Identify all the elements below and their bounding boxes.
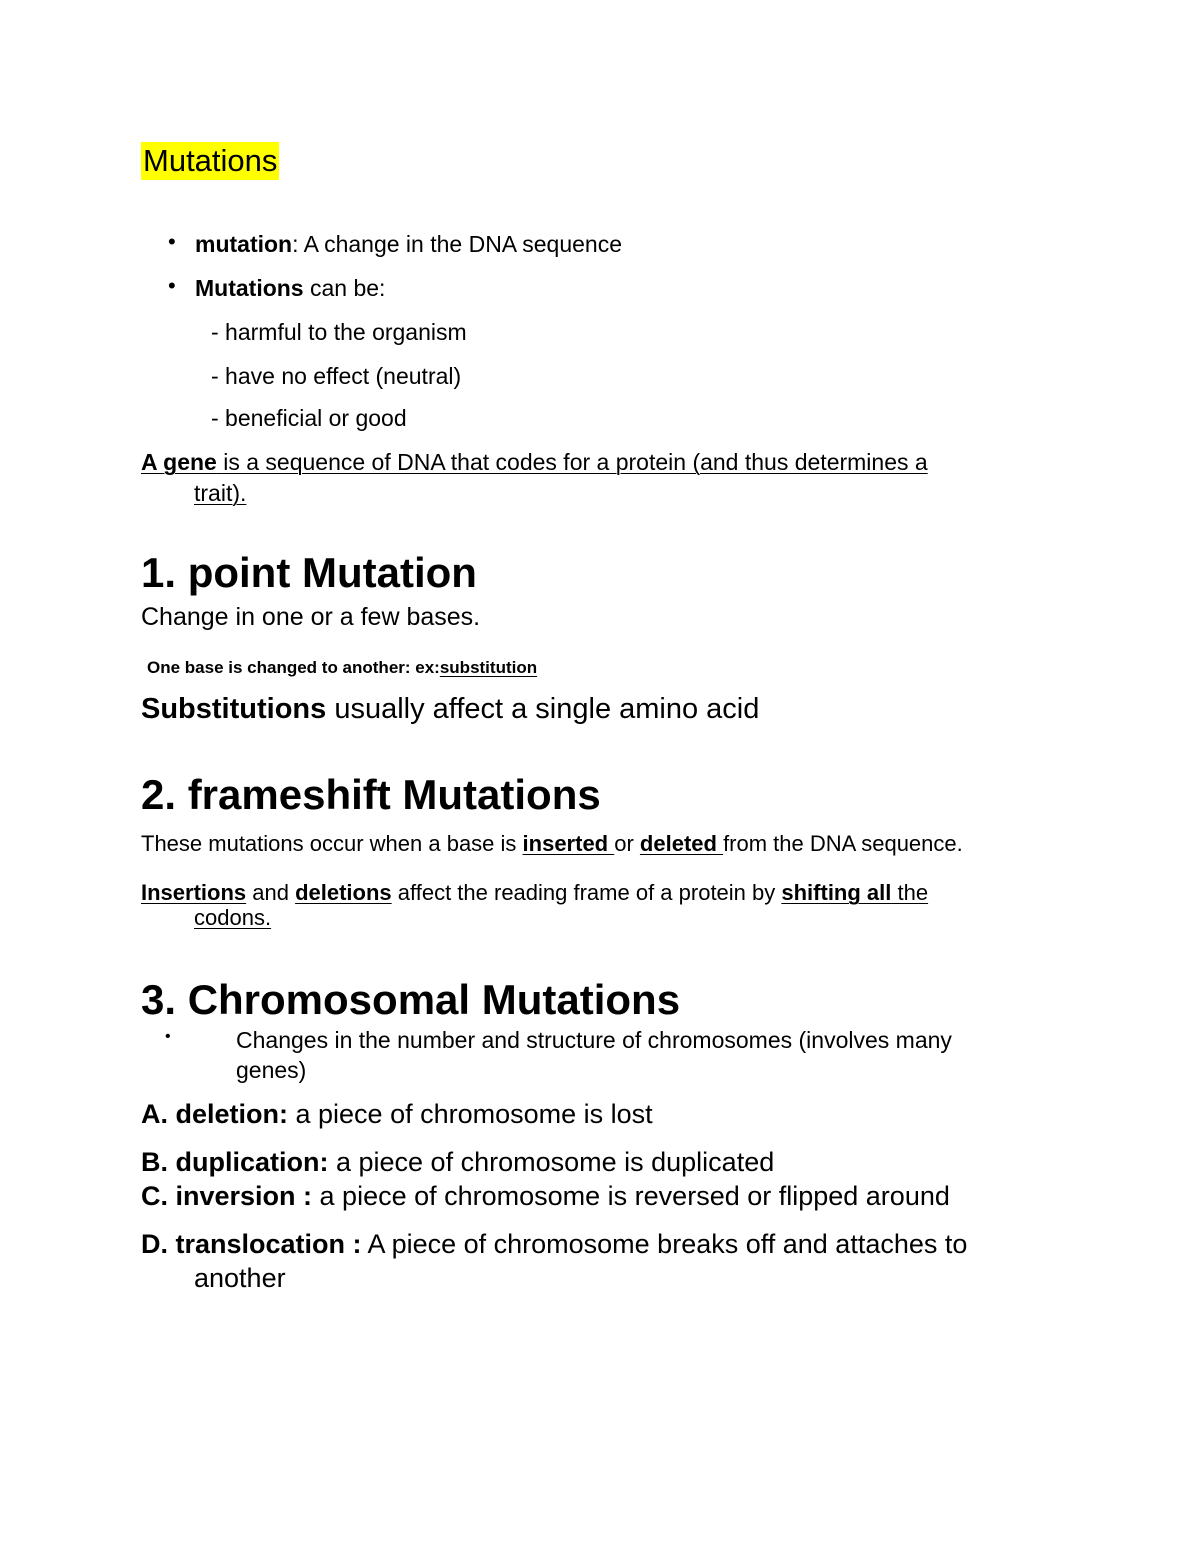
or-text: or xyxy=(614,831,640,856)
label-translocation: D. translocation : xyxy=(141,1229,362,1259)
chromosomal-bullet-line1: Changes in the number and structure of chromosomes (involves many xyxy=(236,1027,952,1053)
term-shifting-all: shifting all xyxy=(781,880,892,905)
frameshift-description xyxy=(141,831,963,857)
sub-item-harmful: - harmful to the organism xyxy=(211,319,467,345)
sub-item-beneficial: - beneficial or good xyxy=(211,405,407,431)
reading-frame-text: affect the reading frame of a protein by xyxy=(391,880,782,905)
term-mutations: Mutations xyxy=(195,275,304,301)
translocation-text: A piece of chromosome breaks off and attaches to xyxy=(361,1229,968,1259)
page-title: Mutations xyxy=(143,143,278,178)
sub-item-neutral: - have no effect (neutral) xyxy=(211,363,462,389)
substitutions-summary xyxy=(141,692,759,726)
term-deleted: deleted xyxy=(639,831,724,856)
term-insertions: Insertions xyxy=(141,880,247,905)
chromosomal-bullet-line2: genes) xyxy=(236,1057,307,1083)
bullet-item-can-be xyxy=(195,273,385,303)
duplication-text: a piece of chromosome is duplicated xyxy=(328,1147,775,1177)
gene-definition-line1 xyxy=(141,447,928,477)
and-text: and xyxy=(246,880,296,905)
term-deletions: deletions xyxy=(295,880,392,905)
insertions-deletions-line1 xyxy=(141,880,928,906)
point-mutation-description: Change in one or a few bases. xyxy=(141,603,481,631)
chromosomal-item-translocation xyxy=(141,1228,967,1260)
definition-text: : A change in the DNA sequence xyxy=(292,231,623,257)
chromosomal-item-deletion xyxy=(141,1098,653,1130)
term-inserted: inserted xyxy=(522,831,615,856)
gene-definition-text: is a sequence of DNA that codes for a protein (and thus determines a xyxy=(216,449,928,475)
term-mutation: mutation xyxy=(195,231,293,257)
the-text: the xyxy=(891,880,929,905)
label-deletion: A. deletion: xyxy=(141,1099,288,1129)
label-inversion: C. inversion : xyxy=(141,1181,313,1211)
frameshift-desc-end: from the DNA sequence. xyxy=(723,831,963,856)
substitutions-text: usually affect a single amino acid xyxy=(326,693,760,725)
inversion-text: a piece of chromosome is reversed or flipped around xyxy=(312,1181,950,1211)
bullet-icon: • xyxy=(168,229,176,254)
gene-definition-line2: trait). xyxy=(194,480,247,506)
section-heading-chromosomal: 3. Chromosomal Mutations xyxy=(141,976,681,1023)
point-mutation-example xyxy=(147,657,537,679)
bullet-icon: • xyxy=(165,1028,171,1045)
deletion-text: a piece of chromosome is lost xyxy=(288,1099,653,1129)
label-duplication: B. duplication: xyxy=(141,1147,329,1177)
chromosomal-item-inversion xyxy=(141,1180,950,1212)
example-prefix: One base is changed to another: ex: xyxy=(147,658,440,677)
frameshift-desc-text: These mutations occur when a base is xyxy=(141,831,523,856)
section-heading-point-mutation: 1. point Mutation xyxy=(141,549,477,596)
term-a-gene: A gene xyxy=(141,449,217,475)
bullet-item-mutation xyxy=(195,229,622,259)
section-heading-frameshift: 2. frameshift Mutations xyxy=(141,771,601,818)
translocation-line2: another xyxy=(194,1263,286,1293)
term-substitution: substitution xyxy=(439,658,538,677)
chromosomal-item-duplication xyxy=(141,1146,774,1178)
term-substitutions: Substitutions xyxy=(141,693,327,725)
bullet-icon: • xyxy=(168,273,176,298)
insertions-deletions-line2: codons. xyxy=(194,905,272,930)
can-be-text: can be: xyxy=(303,275,386,301)
